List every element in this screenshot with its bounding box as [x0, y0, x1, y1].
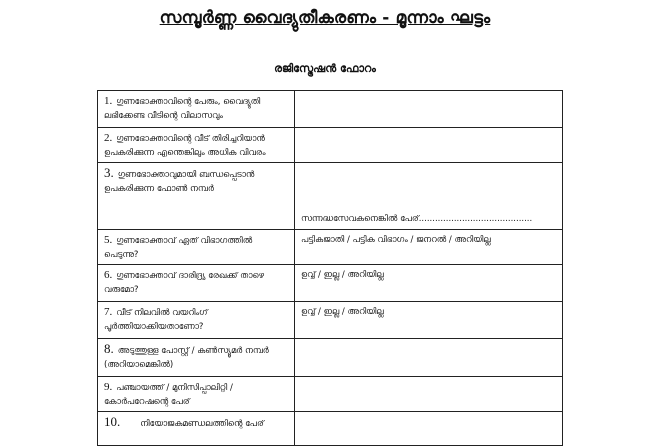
row-number: 5.: [104, 234, 113, 246]
question-cell: [98, 265, 295, 302]
question-text: ഗുണഭോക്താവ് ദാരിദ്ര്യ രേഖക്ക് താഴെ വരുമോ?: [104, 271, 265, 295]
question-cell: [98, 163, 295, 230]
answer-cell[interactable]: [295, 412, 563, 446]
question-cell: [98, 302, 295, 339]
row-number: 10.: [104, 414, 121, 429]
table-row: [98, 265, 563, 302]
question-cell: [98, 128, 295, 163]
form-subtitle: രജിസ്ട്രേഷൻ ഫോറം: [274, 62, 376, 75]
table-row: [98, 91, 563, 128]
question-text: ഗുണഭോക്താവിന്റെ വീട് തിരിച്ചറിയാൻ ഉപകരിക്കുന്ന എന്തെങ്കിലും അധിക വിവരം: [104, 134, 266, 158]
answer-cell[interactable]: [295, 128, 563, 163]
question-cell: [98, 377, 295, 412]
table-row: [98, 230, 563, 265]
answer-cell[interactable]: [295, 265, 563, 302]
table-row: [98, 302, 563, 339]
category-options: പട്ടികജാതി / പട്ടിക വിഭാഗം / ജനറൽ / അറിയില്ല: [301, 235, 491, 245]
registration-table: [97, 90, 563, 446]
row-number: 7.: [104, 306, 113, 318]
row-number: 3.: [104, 165, 114, 180]
row-number: 9.: [104, 381, 113, 393]
table-row: [98, 128, 563, 163]
question-text: നിയോജകമണ്ഡലത്തിന്റെ പേര്: [140, 419, 264, 429]
row-number: 6.: [104, 269, 113, 281]
row-number: 1.: [104, 95, 113, 107]
answer-cell[interactable]: [295, 163, 563, 230]
question-text: ഗുണഭോക്താവിന്റെ പേരും, വൈദ്യുതി ലഭിക്കേണ്ട വീടിന്റെ വിലാസവും: [104, 97, 261, 121]
question-text: ഗുണഭോക്താവ് ഏത് വിഭാഗത്തിൽ പെടുന്നു?: [104, 236, 253, 260]
table-row: [98, 377, 563, 412]
question-cell: [98, 412, 295, 446]
form-title: സമ്പൂർണ്ണ വൈദ്യുതീകരണം - മൂന്നാം ഘട്ടം: [159, 8, 491, 28]
volunteer-name-line: സന്നദ്ധസേവകനെങ്കിൽ പേര്..........................................: [301, 214, 533, 224]
answer-cell[interactable]: [295, 377, 563, 412]
answer-cell[interactable]: [295, 339, 563, 377]
bpl-options: ഉവ്വ് / ഇല്ല / അറിയില്ല: [301, 270, 384, 280]
answer-cell[interactable]: [295, 302, 563, 339]
table-row: [98, 412, 563, 446]
answer-cell[interactable]: [295, 230, 563, 265]
question-text: അടുത്തുള്ള പോസ്റ്റ് / കൺസ്യൂമർ നമ്പർ (അറിയാമെങ്കിൽ): [104, 346, 269, 370]
wiring-options: ഉവ്വ് / ഇല്ല / അറിയില്ല: [301, 307, 384, 317]
question-cell: [98, 91, 295, 128]
row-number: 2.: [104, 132, 113, 144]
row-number: 8.: [104, 341, 114, 356]
table-row: [98, 163, 563, 230]
question-text: വീട് നിലവിൽ വയറിംഗ് പൂർത്തിയാക്കിയതാണോ?: [104, 308, 208, 332]
answer-cell[interactable]: [295, 91, 563, 128]
table-row: [98, 339, 563, 377]
question-cell: [98, 339, 295, 377]
question-text: പഞ്ചായത്ത് / മുനിസിപ്പാലിറ്റി / കോർപറേഷന്റെ പേര്: [104, 383, 233, 407]
question-cell: [98, 230, 295, 265]
question-text: ഗുണഭോക്താവുമായി ബന്ധപ്പെടാൻ ഉപകരിക്കുന്ന ഫോൺ നമ്പർ: [104, 170, 255, 194]
